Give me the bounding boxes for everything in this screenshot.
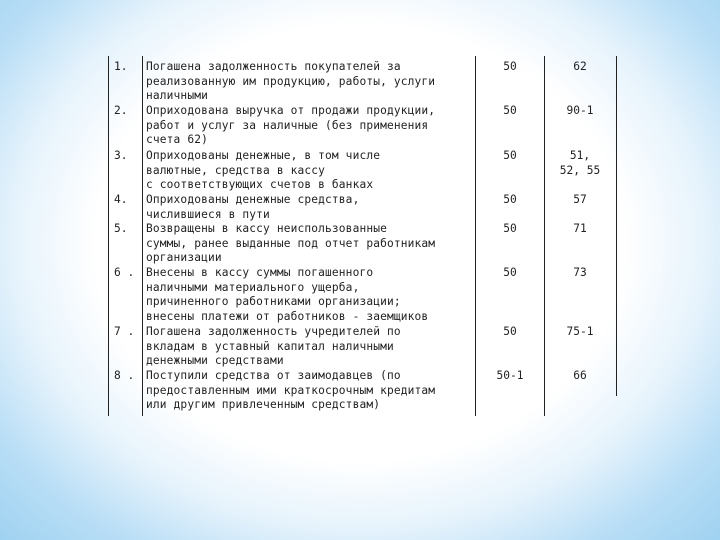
row-credit-account: 66 — [573, 369, 587, 382]
row-debit-account: 50 — [503, 149, 517, 162]
row-description: Погашена задолженность покупателей за реализованную им продукцию, работы, услуги наличными — [146, 60, 436, 103]
row-description: Погашена задолженность учредителей по вкладам в уставный капитал наличными денежными средствами — [146, 325, 401, 368]
row-credit-account: 90-1 — [566, 104, 594, 117]
row-credit-account: 62 — [573, 60, 587, 73]
table-border-right — [616, 56, 617, 396]
row-debit-account: 50 — [503, 104, 517, 117]
row-debit-account: 50 — [503, 325, 517, 338]
row-number: 8 . — [114, 369, 135, 382]
accounting-entries-table — [104, 56, 624, 421]
row-number: 3. — [114, 149, 128, 162]
row-number: 2. — [114, 104, 128, 117]
row-credit-account: 73 — [573, 266, 587, 279]
row-credit-account: 75-1 — [566, 325, 594, 338]
row-number: 5. — [114, 222, 128, 235]
row-debit-account: 50 — [503, 60, 517, 73]
row-debit-account: 50-1 — [496, 369, 524, 382]
row-description: Оприходованы денежные средства, числившиеся в пути — [146, 193, 360, 221]
row-credit-account: 71 — [573, 222, 587, 235]
row-description: Возвращены в кассу неиспользованные суммы, ранее выданные под отчет работникам организации — [146, 222, 436, 265]
row-number: 4. — [114, 193, 128, 206]
table-border-left — [108, 56, 109, 416]
row-debit-account: 50 — [503, 222, 517, 235]
row-description: Оприходована выручка от продажи продукции, работ и услуг за наличные (без применения счета 62) — [146, 104, 436, 147]
row-description: Поступили средства от заимодавцев (по предоставленным ими краткосрочным кредитам или другим привлеченным средствам) — [146, 369, 436, 412]
row-description: Оприходованы денежные, в том числе валютные, средства в кассу с соответствующих счетов в банках — [146, 149, 381, 192]
row-debit-account: 50 — [503, 266, 517, 279]
row-number: 1. — [114, 60, 128, 73]
row-number: 7 . — [114, 325, 135, 338]
row-debit-account: 50 — [503, 193, 517, 206]
table-divider-number — [142, 56, 143, 416]
row-number: 6 . — [114, 266, 135, 279]
row-credit-account: 57 — [573, 193, 587, 206]
row-description: Внесены в кассу суммы погашенного наличными материального ущерба, причиненного работниками организации; внесены платежи от работников - заемщиков — [146, 266, 429, 323]
row-credit-account: 51, 52, 55 — [559, 149, 601, 177]
